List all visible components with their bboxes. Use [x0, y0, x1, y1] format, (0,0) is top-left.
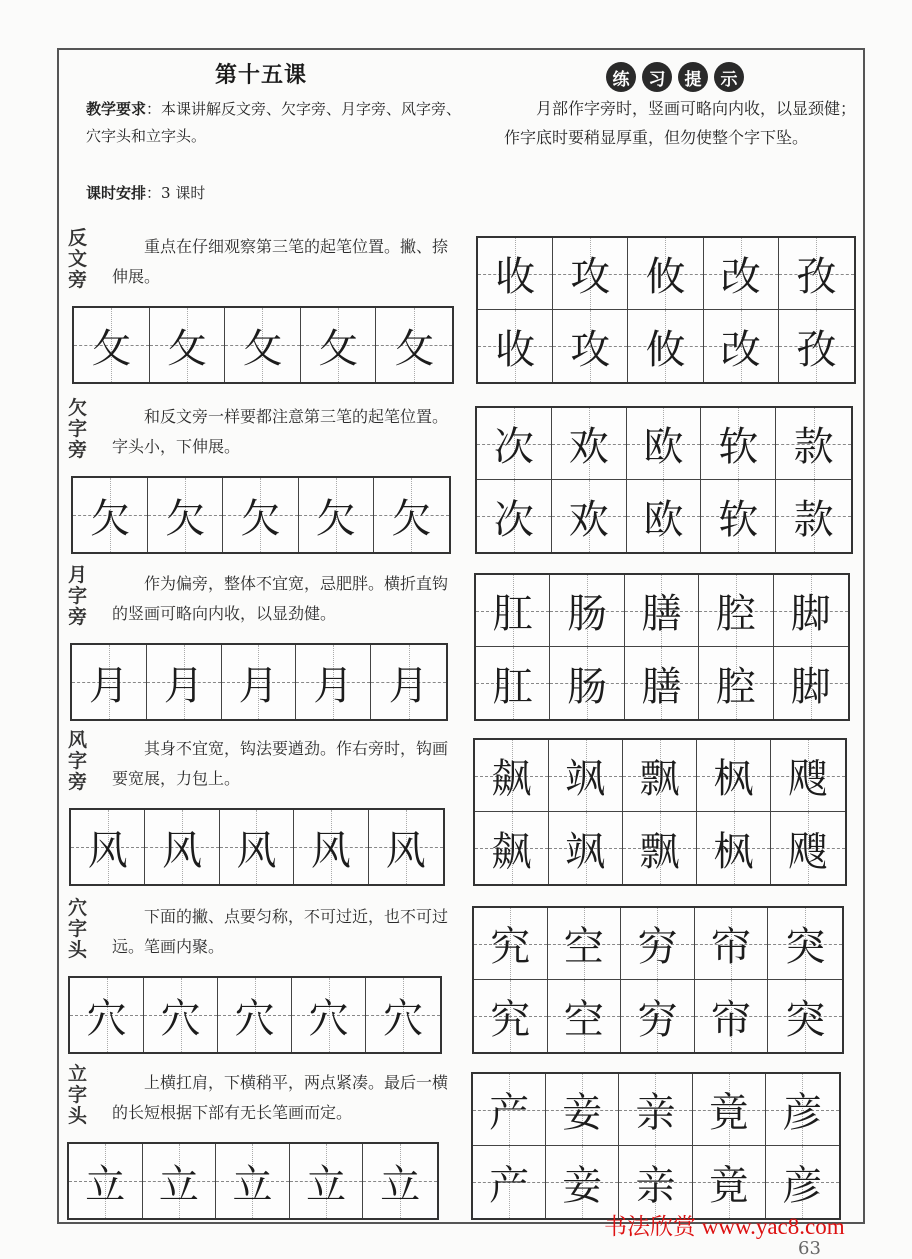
example-char: 究: [490, 996, 531, 1043]
radical-char: 攵: [91, 325, 132, 372]
grid-cell: [474, 980, 548, 1052]
grid-cell: [473, 1146, 546, 1218]
example-char: 欧: [643, 424, 684, 470]
grid-cell: [301, 308, 377, 382]
requirement-text: ：本课讲解反文旁、欠字旁、月字旁、风字旁、穴字头和立字头。: [86, 100, 462, 145]
section-label: 穴字头: [68, 897, 88, 961]
example-char: 飕: [788, 828, 828, 875]
grid-cell: [627, 480, 702, 552]
example-char: 帘: [711, 924, 752, 970]
grid-cell: [144, 978, 218, 1052]
grid-cell: [768, 980, 842, 1052]
radical-char: 欠: [90, 495, 131, 542]
grid-cell: [477, 408, 552, 480]
example-char: 软: [718, 424, 759, 470]
grid-cell: [474, 908, 548, 980]
example-char: 亲: [635, 1162, 676, 1209]
section-description: 重点在仔细观察第三笔的起笔位置。撇、捺伸展。: [112, 237, 449, 286]
example-characters-grid: [472, 906, 844, 1054]
watermark: 书法欣赏 www.yac8.com: [604, 1214, 845, 1239]
radical-char: 风: [236, 827, 277, 874]
grid-cell: [290, 1144, 364, 1218]
grid-cell: [71, 810, 145, 884]
example-char: 攻: [570, 254, 611, 300]
grid-cell: [292, 978, 366, 1052]
radical-char: 欠: [315, 495, 356, 542]
radical-char: 穴: [234, 995, 275, 1042]
radical-char: 穴: [86, 995, 127, 1042]
example-char: 肛: [492, 591, 533, 637]
example-char: 欢: [568, 424, 609, 470]
grid-cell: [550, 647, 624, 719]
grid-cell: [699, 647, 773, 719]
radical-char: 立: [232, 1161, 273, 1208]
radical-practice-grid: [69, 808, 445, 886]
grid-cell: [628, 310, 703, 382]
example-char: 穷: [637, 996, 678, 1043]
example-char: 攻: [570, 326, 611, 373]
radical-practice-grid: [70, 643, 448, 721]
example-char: 肛: [492, 663, 533, 710]
grid-cell: [774, 647, 848, 719]
radical-char: 穴: [383, 995, 423, 1042]
grid-cell: [699, 575, 773, 647]
grid-cell: [619, 1074, 692, 1146]
grid-cell: [222, 645, 297, 719]
example-characters-grid: [473, 738, 847, 886]
example-char: 突: [785, 996, 826, 1043]
example-char: 彦: [782, 1090, 823, 1136]
example-char: 收: [495, 326, 536, 373]
grid-cell: [701, 480, 776, 552]
radical-practice-grid: [68, 976, 442, 1054]
example-char: 次: [493, 496, 534, 543]
tip-badge: 提: [678, 62, 708, 92]
radical-char: 风: [87, 827, 128, 874]
grid-cell: [552, 480, 627, 552]
grid-cell: [369, 810, 443, 884]
grid-cell: [621, 980, 695, 1052]
example-char: 腔: [715, 591, 756, 637]
radical-char: 攵: [318, 325, 359, 372]
grid-cell: [374, 478, 449, 552]
radical-char: 月: [238, 662, 279, 709]
grid-cell: [627, 408, 702, 480]
grid-cell: [478, 238, 553, 310]
example-char: 欢: [568, 496, 609, 543]
grid-cell: [768, 908, 842, 980]
grid-cell: [371, 645, 446, 719]
radical-practice-grid: [67, 1142, 439, 1220]
example-char: 脚: [790, 591, 831, 637]
grid-cell: [363, 1144, 437, 1218]
grid-cell: [623, 740, 697, 812]
example-characters-grid: [475, 406, 853, 554]
grid-cell: [774, 575, 848, 647]
grid-cell: [299, 478, 374, 552]
example-char: 飙: [491, 756, 532, 802]
grid-cell: [294, 810, 368, 884]
grid-cell: [74, 308, 150, 382]
example-char: 飒: [565, 828, 606, 875]
example-characters-grid: [471, 1072, 841, 1220]
grid-cell: [628, 238, 703, 310]
example-char: 竟: [708, 1162, 749, 1209]
grid-cell: [625, 575, 699, 647]
example-char: 欧: [643, 496, 684, 543]
grid-cell: [553, 310, 628, 382]
example-char: 肠: [567, 591, 608, 637]
example-char: 攸: [645, 326, 686, 373]
example-char: 竟: [708, 1090, 749, 1136]
grid-cell: [150, 308, 226, 382]
radical-char: 立: [380, 1161, 421, 1208]
radical-char: 月: [388, 662, 429, 709]
section-description: 作为偏旁，整体不宜宽，忌肥胖。横折直钩的竖画可略向内收，以显劲健。: [112, 574, 449, 623]
example-char: 次: [493, 424, 534, 470]
example-char: 空: [563, 924, 604, 970]
example-char: 飘: [639, 756, 680, 802]
grid-cell: [145, 810, 219, 884]
example-char: 膳: [641, 663, 682, 710]
radical-char: 欠: [165, 495, 206, 542]
grid-cell: [473, 1074, 546, 1146]
grid-cell: [771, 740, 845, 812]
grid-cell: [621, 908, 695, 980]
example-char: 腔: [715, 663, 756, 710]
schedule-text: ：3 课时: [146, 184, 206, 202]
grid-cell: [376, 308, 452, 382]
radical-char: 立: [158, 1161, 199, 1208]
radical-char: 穴: [308, 995, 349, 1042]
radical-char: 月: [313, 662, 354, 709]
section-label: 月字旁: [68, 564, 88, 628]
grid-cell: [73, 478, 148, 552]
radical-char: 欠: [391, 495, 432, 542]
radical-char: 攵: [242, 325, 283, 372]
radical-char: 欠: [240, 495, 281, 542]
example-char: 穷: [637, 924, 678, 970]
teaching-requirement: [86, 96, 466, 150]
grid-cell: [477, 480, 552, 552]
grid-cell: [779, 310, 854, 382]
grid-cell: [549, 812, 623, 884]
example-char: 突: [785, 924, 826, 970]
example-char: 攸: [645, 254, 686, 300]
grid-cell: [147, 645, 222, 719]
schedule-label: 课时安排: [86, 184, 147, 202]
example-char: 软: [718, 496, 759, 543]
section-label: 风字旁: [68, 729, 88, 793]
grid-cell: [552, 408, 627, 480]
example-char: 孜: [796, 254, 837, 300]
tip-badge: 习: [642, 62, 672, 92]
class-schedule: [86, 182, 205, 203]
grid-cell: [72, 645, 147, 719]
radical-practice-grid: [71, 476, 451, 554]
grid-cell: [697, 740, 771, 812]
example-char: 帘: [711, 996, 752, 1043]
grid-cell: [550, 575, 624, 647]
grid-cell: [475, 740, 549, 812]
grid-cell: [478, 310, 553, 382]
grid-cell: [701, 408, 776, 480]
example-char: 肠: [567, 663, 608, 710]
example-characters-grid: [476, 236, 856, 384]
example-char: 改: [720, 326, 761, 373]
radical-char: 月: [163, 662, 204, 709]
radical-char: 立: [85, 1161, 126, 1208]
radical-char: 立: [306, 1161, 347, 1208]
grid-cell: [766, 1074, 839, 1146]
radical-char: 攵: [166, 325, 207, 372]
example-char: 妾: [562, 1090, 603, 1136]
grid-cell: [704, 238, 779, 310]
grid-cell: [70, 978, 144, 1052]
example-char: 飘: [639, 828, 680, 875]
practice-tips-heading: [606, 62, 744, 92]
requirement-label: 教学要求: [86, 100, 147, 118]
radical-char: 风: [162, 827, 203, 874]
grid-cell: [476, 575, 550, 647]
section-label: 反文旁: [68, 227, 88, 291]
example-char: 彦: [782, 1162, 823, 1209]
grid-cell: [366, 978, 440, 1052]
grid-cell: [223, 478, 298, 552]
grid-cell: [771, 812, 845, 884]
example-char: 收: [495, 254, 536, 300]
example-char: 款: [793, 496, 834, 543]
section-label: 立字头: [68, 1063, 88, 1127]
example-char: 产: [489, 1090, 530, 1136]
grid-cell: [216, 1144, 290, 1218]
radical-practice-grid: [72, 306, 454, 384]
section-label: 欠字旁: [68, 397, 88, 461]
grid-cell: [693, 1074, 766, 1146]
section-description: 和反文旁一样要都注意第三笔的起笔位置。字头小，下伸展。: [112, 407, 449, 456]
tip-badge: 练: [606, 62, 636, 92]
grid-cell: [776, 408, 851, 480]
grid-cell: [695, 980, 769, 1052]
example-characters-grid: [474, 573, 850, 721]
example-char: 产: [489, 1162, 530, 1209]
grid-cell: [697, 812, 771, 884]
section-description: 下面的撇、点要匀称，不可过近，也不可过远。笔画内聚。: [112, 907, 449, 956]
grid-cell: [220, 810, 294, 884]
example-char: 改: [720, 254, 761, 300]
section-description: 其身不宜宽，钩法要遒劲。作右旁时，钩画要宽展，力包上。: [112, 739, 449, 788]
grid-cell: [779, 238, 854, 310]
example-char: 款: [793, 424, 834, 470]
grid-cell: [548, 908, 622, 980]
example-char: 飙: [491, 828, 532, 875]
example-char: 孜: [796, 326, 837, 373]
grid-cell: [548, 980, 622, 1052]
grid-cell: [625, 647, 699, 719]
example-char: 脚: [790, 663, 831, 710]
example-char: 究: [490, 924, 531, 970]
example-char: 飕: [788, 756, 828, 802]
grid-cell: [623, 812, 697, 884]
radical-char: 穴: [160, 995, 201, 1042]
grid-cell: [69, 1144, 143, 1218]
grid-cell: [296, 645, 371, 719]
grid-cell: [553, 238, 628, 310]
example-char: 枫: [713, 756, 754, 802]
grid-cell: [475, 812, 549, 884]
radical-char: 风: [385, 827, 426, 874]
example-char: 枫: [713, 828, 754, 875]
grid-cell: [549, 740, 623, 812]
grid-cell: [476, 647, 550, 719]
radical-char: 风: [310, 827, 351, 874]
grid-cell: [776, 480, 851, 552]
practice-tips-text: 月部作字旁时，竖画可略向内收，以显颈健；作字底时要稍显厚重，但勿使整个字下坠。: [504, 99, 857, 147]
grid-cell: [218, 978, 292, 1052]
tip-badge: 示: [714, 62, 744, 92]
radical-char: 月: [88, 662, 129, 709]
grid-cell: [148, 478, 223, 552]
radical-char: 攵: [394, 325, 435, 372]
grid-cell: [695, 908, 769, 980]
grid-cell: [143, 1144, 217, 1218]
lesson-title: 第十五课: [215, 63, 308, 88]
grid-cell: [546, 1074, 619, 1146]
page-number: 63: [798, 1238, 821, 1259]
section-description: 上横扛肩，下横稍平，两点紧凑。最后一横的长短根据下部有无长笔画而定。: [112, 1073, 449, 1122]
example-char: 妾: [562, 1162, 603, 1209]
example-char: 膳: [641, 591, 682, 637]
example-char: 亲: [635, 1090, 676, 1136]
example-char: 飒: [565, 756, 606, 802]
grid-cell: [225, 308, 301, 382]
grid-cell: [704, 310, 779, 382]
example-char: 空: [563, 996, 604, 1043]
